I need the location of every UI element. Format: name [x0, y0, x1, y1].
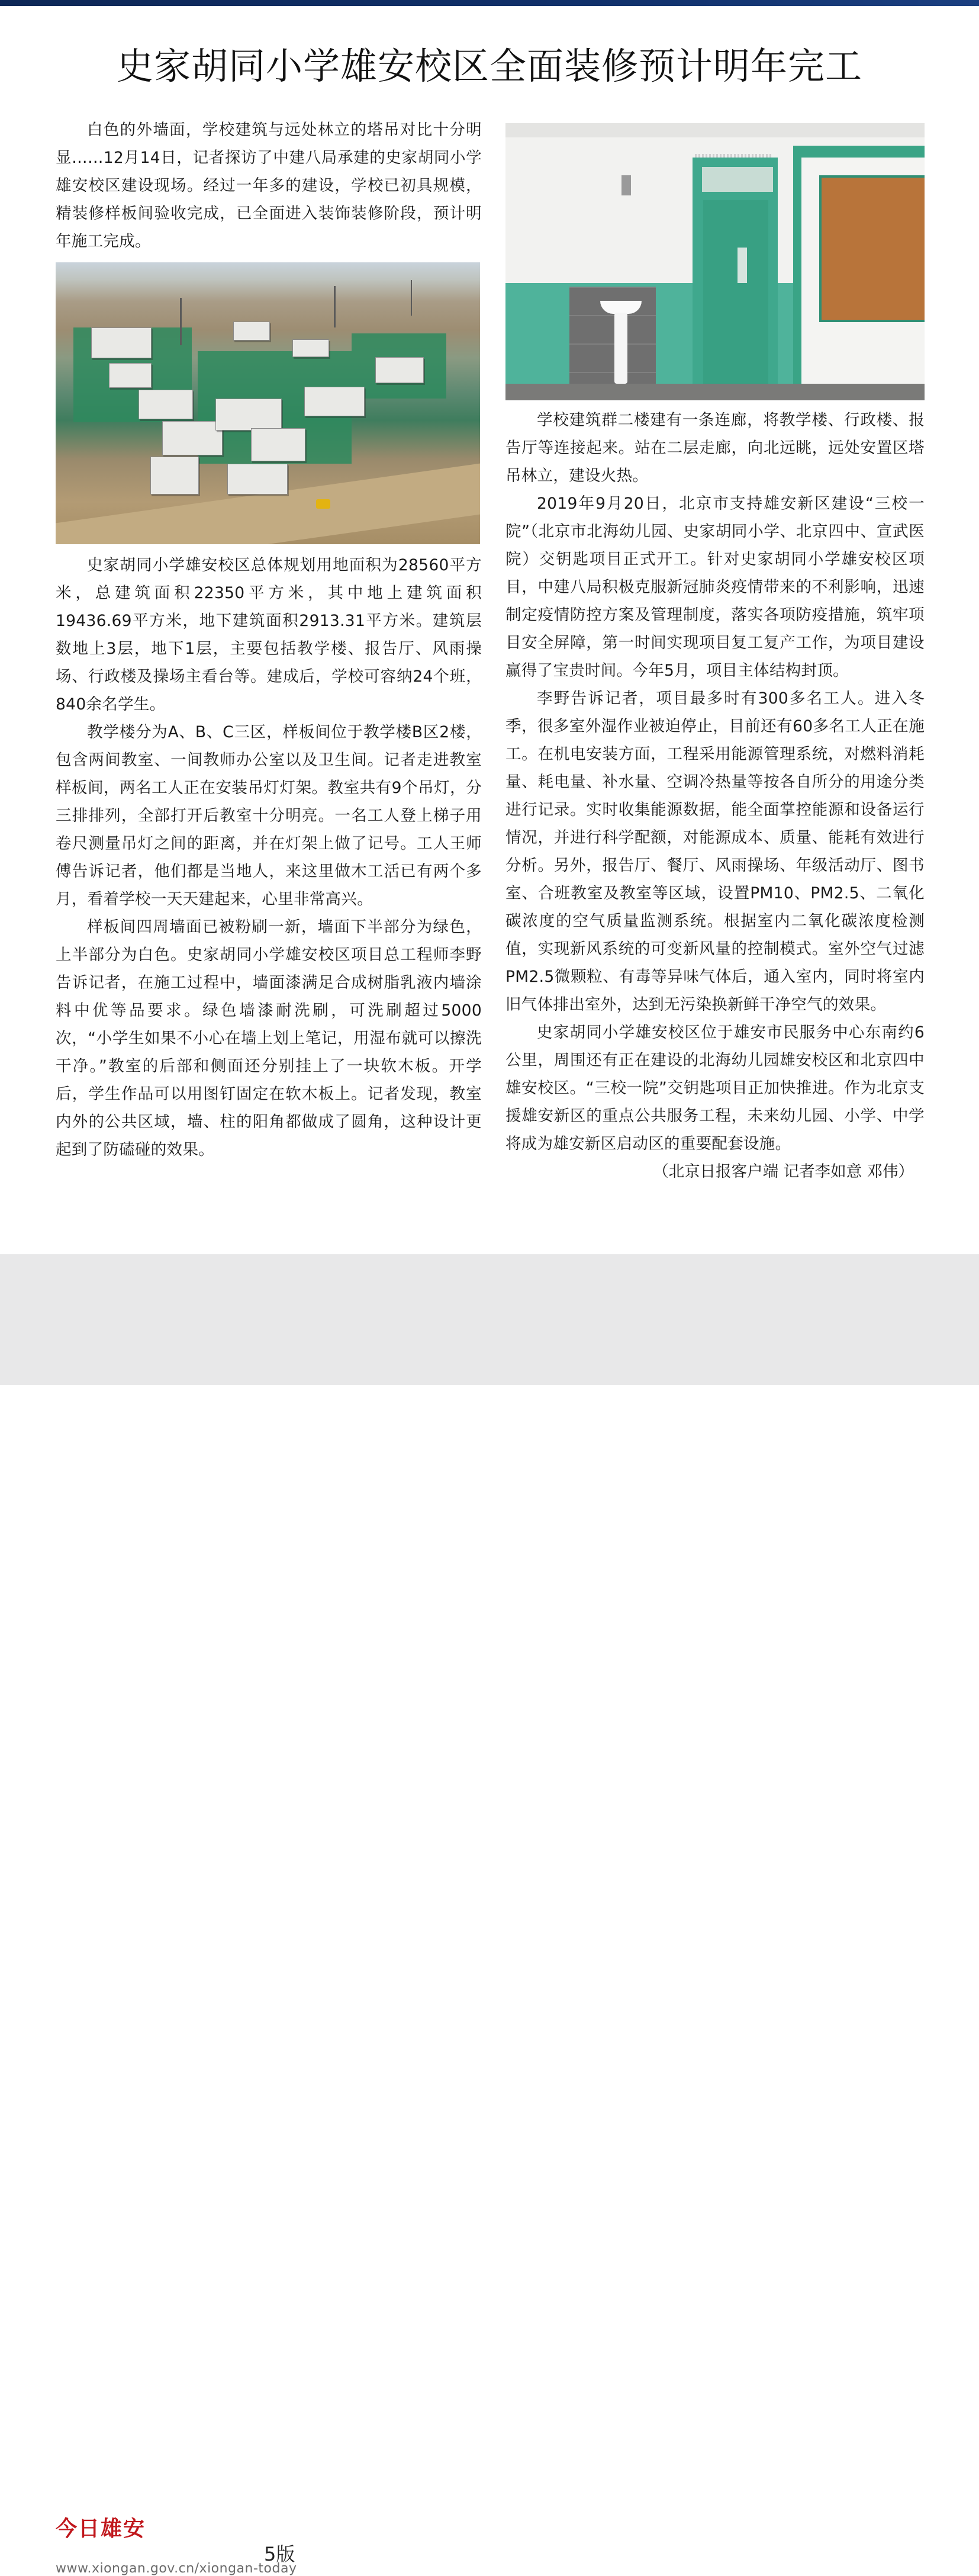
article-paragraph: 2019年9月20日，北京市支持雄安新区建设“三校一院”（北京市北海幼儿园、史家胡同小学、北京四中、宣武医院）交钥匙项目正式开工。针对史家胡同小学雄安校区项目，中建八局积极克服新冠肺炎疫情带来的不利影响，迅速制定疫情防控方案及管理制度，落实各项防疫措施，筑牢项目安全屏障，第一时间实现项目复工复产工作，为项目建设赢得了宝贵时间。今年5月，项目主体结构封顶。 [505, 494, 925, 680]
right-column [505, 123, 925, 1186]
top-accent-bar [0, 0, 979, 6]
website-url[interactable]: www.xiongan.gov.cn/xiongan-today [56, 2561, 297, 2576]
article-paragraph: 学校建筑群二楼建有一条连廊，将教学楼、行政楼、报告厅等连接起来。站在二层走廊，向北远眺，远处安置区塔吊林立，建设火热。 [505, 411, 925, 485]
article-paragraph: 教学楼分为A、B、C三区，样板间位于教学楼B区2楼，包含两间教室、一间教师办公室以及卫生间。记者走进教室样板间，两名工人正在安装吊灯灯架。教室共有9个吊灯，分三排排列，全部打开后教室十分明亮。一名工人登上梯子用卷尺测量吊灯之间的距离，并在灯架上做了记号。工人王师傅告诉记者，他们都是当地人，来这里做木工活已有两个多月，看着学校一天天建起来，心里非常高兴。 [56, 723, 482, 908]
page-number: 5版 [264, 2543, 295, 2565]
page-title: 史家胡同小学雄安校区全面装修预计明年完工 [116, 44, 862, 88]
left-column [56, 116, 482, 1164]
article-paragraph: 史家胡同小学雄安校区位于雄安市民服务中心东南约6公里，周围还有正在建设的北海幼儿园雄安校区和北京四中雄安校区。“三校一院”交钥匙项目正加快推进。作为北京支援雄安新区的重点公共服务工程，未来幼儿园、小学、中学将成为雄安新区启动区的重要配套设施。 [505, 1023, 925, 1153]
byline-credit: （北京日报客户端 记者李如意 邓伟） [653, 1162, 914, 1181]
classroom-interior-photo [505, 123, 925, 400]
aerial-construction-photo [56, 262, 480, 544]
publication-logo: 今日雄安 [56, 2516, 146, 2541]
article-paragraph: 李野告诉记者，项目最多时有300多名工人。进入冬季，很多室外湿作业被迫停止，目前还有60多名工人正在施工。在机电安装方面，工程采用能源管理系统，对燃料消耗量、耗电量、补水量、空调冷热量等按各自所分的用途分类进行记录。实时收集能源数据，能全面掌控能源和设备运行情况，并进行科学配额，对能源成本、质量、能耗有效进行分析。另外，报告厅、餐厅、风雨操场、年级活动厅、图书室、合班教室及教室等区域，设置PM10、PM2.5、二氧化碳浓度的空气质量监测系统。根据室内二氧化碳浓度检测值，实现新风系统的可变新风量的控制模式。室外空气过滤PM2.5微颗粒、有毒等异味气体后，通入室内，同时将室内旧气体排出室外，达到无污染换新鲜干净空气的效果。 [505, 689, 925, 1014]
article-paragraph: 样板间四周墙面已被粉刷一新，墙面下半部分为绿色，上半部分为白色。史家胡同小学雄安校区项目总工程师李野告诉记者，在施工过程中，墙面漆满足合成树脂乳液内墙涂料中优等品要求。绿色墙漆耐洗刷，可洗刷超过5000次，“小学生如果不小心在墙上划上笔记，用湿布就可以擦洗干净。”教室的后部和侧面还分别挂上了一块软木板。开学后，学生作品可以用图钉固定在软木板上。记者发现，教室内外的公共区域，墙、柱的阳角都做成了圆角，这种设计更起到了防磕碰的效果。 [56, 918, 482, 1159]
article-paragraph: 白色的外墙面，学校建筑与远处林立的塔吊对比十分明显……12月14日，记者探访了中建八局承建的史家胡同小学雄安校区建设现场。经过一年多的建设，学校已初具规模，精装修样板间验收完成，已全面进入装饰装修阶段，预计明年施工完成。 [56, 121, 482, 250]
article-paragraph: 史家胡同小学雄安校区总体规划用地面积为28560平方米，总建筑面积22350平方米，其中地上建筑面积19436.69平方米，地下建筑面积2913.31平方米。建筑层数地上3层，地下1层，主要包括教学楼、报告厅、风雨操场、行政楼及操场主看台等。建成后，学校可容纳24个班，840余名学生。 [56, 556, 482, 714]
